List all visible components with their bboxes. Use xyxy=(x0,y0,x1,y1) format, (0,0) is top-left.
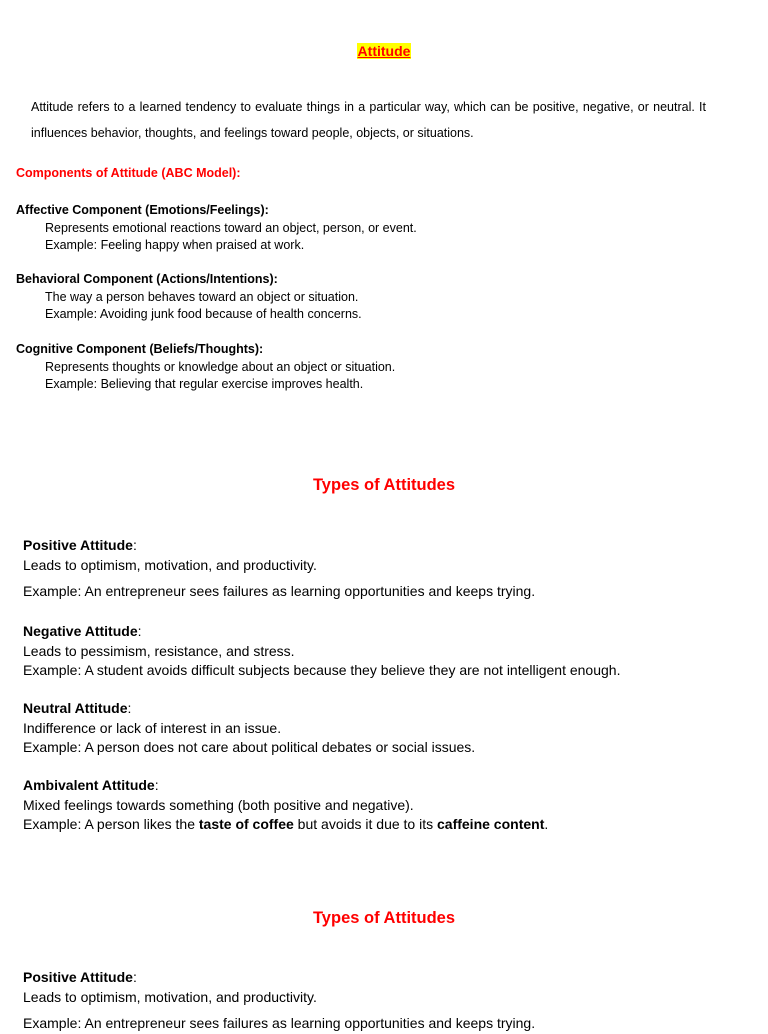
component-affective xyxy=(16,202,417,255)
component-example: Example: Feeling happy when praised at work. xyxy=(45,238,305,252)
type-name: Positive Attitude xyxy=(23,537,133,553)
abc-model-heading: Components of Attitude (ABC Model): xyxy=(16,166,241,180)
type-example xyxy=(23,815,548,835)
example-text: . xyxy=(544,816,549,832)
type-example: Example: An entrepreneur sees failures as learning opportunities and keeps trying. xyxy=(23,583,536,599)
colon: : xyxy=(137,623,142,639)
type-positive xyxy=(23,536,535,602)
document-title-text: Attitude xyxy=(357,43,411,59)
type-name: Neutral Attitude xyxy=(23,700,128,716)
component-heading: Cognitive Component (Beliefs/Thoughts): xyxy=(16,342,264,356)
types-of-attitudes-heading-2: Types of Attitudes xyxy=(312,909,456,927)
component-heading: Affective Component (Emotions/Feelings): xyxy=(16,203,269,217)
component-description: Represents thoughts or knowledge about an object or situation. xyxy=(45,359,396,374)
component-cognitive xyxy=(16,341,395,394)
type-ambivalent xyxy=(23,776,548,835)
component-example: Example: Avoiding junk food because of health concerns. xyxy=(45,307,362,321)
type-description: Leads to optimism, motivation, and productivity. xyxy=(23,988,317,1005)
intro-paragraph: Attitude refers to a learned tendency to evaluate things in a particular way, which can be positive, negative, or neutral. It influences behavior, thoughts, and feelings toward people, objects, or situations. xyxy=(31,100,706,140)
colon: : xyxy=(154,777,159,793)
type-description: Leads to optimism, motivation, and productivity. xyxy=(23,556,317,573)
example-text: but avoids it due to its xyxy=(293,816,437,832)
type-neutral xyxy=(23,699,475,758)
component-example: Example: Believing that regular exercise improves health. xyxy=(45,377,364,391)
component-description: Represents emotional reactions toward an object, person, or event. xyxy=(45,220,417,235)
colon: : xyxy=(127,700,132,716)
type-example: Example: A person does not care about political debates or social issues. xyxy=(23,739,476,755)
type-description: Leads to pessimism, resistance, and stress. xyxy=(23,642,295,659)
document-title xyxy=(0,43,768,59)
types-of-attitudes-heading: Types of Attitudes xyxy=(312,476,456,494)
type-description: Indifference or lack of interest in an issue. xyxy=(23,719,282,736)
type-example: Example: A student avoids difficult subjects because they believe they are not intelligent enough. xyxy=(23,662,621,678)
colon: : xyxy=(132,537,137,553)
type-description: Mixed feelings towards something (both positive and negative). xyxy=(23,796,414,813)
type-name: Ambivalent Attitude xyxy=(23,777,155,793)
type-negative xyxy=(23,622,620,681)
example-emphasis: taste of coffee xyxy=(198,816,294,832)
component-behavioral xyxy=(16,271,362,324)
component-description: The way a person behaves toward an object or situation. xyxy=(45,289,359,304)
component-heading: Behavioral Component (Actions/Intentions): xyxy=(16,272,278,286)
type-name: Positive Attitude xyxy=(23,969,133,985)
example-emphasis: caffeine content xyxy=(437,816,545,832)
colon: : xyxy=(132,969,137,985)
type-name: Negative Attitude xyxy=(23,623,138,639)
example-text: Example: A person likes the xyxy=(23,816,199,832)
type-example: Example: An entrepreneur sees failures as learning opportunities and keeps trying. xyxy=(23,1015,536,1031)
